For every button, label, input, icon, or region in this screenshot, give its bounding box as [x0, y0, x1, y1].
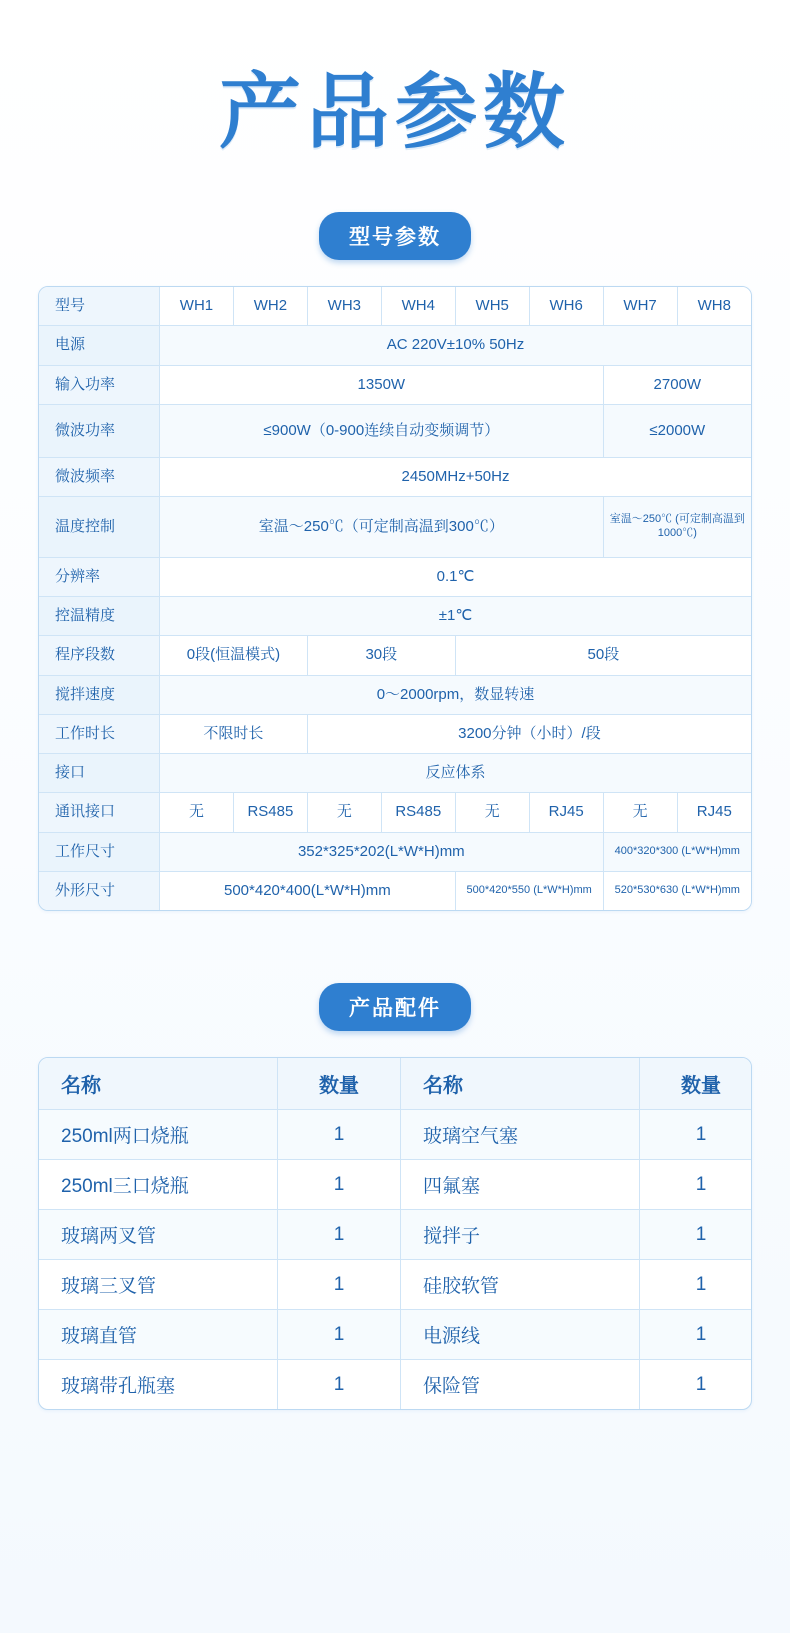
- spec-row-label: 电源: [39, 326, 160, 365]
- spec-row-label: 程序段数: [39, 636, 160, 675]
- spec-table-cell: 30段: [307, 636, 455, 675]
- spec-table-row: [39, 326, 751, 365]
- spec-table-row: [39, 793, 751, 832]
- accessory-name: 玻璃两叉管: [39, 1210, 278, 1260]
- spec-table-cell: 室温～250℃（可定制高温到300℃）: [160, 497, 604, 558]
- accessory-name: 玻璃直管: [39, 1310, 278, 1360]
- spec-row-label: 搅拌速度: [39, 675, 160, 714]
- spec-table-row: [39, 497, 751, 558]
- accessory-name: 电源线: [401, 1310, 640, 1360]
- accessory-name: 250ml两口烧瓶: [39, 1110, 278, 1160]
- accessory-name: 玻璃空气塞: [401, 1110, 640, 1160]
- spec-table-row: [39, 458, 751, 497]
- spec-section-pill: 型号参数: [319, 212, 471, 260]
- accessory-quantity: 1: [278, 1210, 401, 1260]
- spec-table-row: [39, 365, 751, 404]
- spec-model-header: WH4: [381, 287, 455, 326]
- spec-table: [39, 287, 751, 910]
- spec-model-header: WH5: [455, 287, 529, 326]
- spec-table-row: [39, 832, 751, 871]
- spec-table-cell: RJ45: [677, 793, 751, 832]
- accessory-quantity: 1: [278, 1360, 401, 1410]
- accessories-row: [39, 1310, 752, 1360]
- spec-table-cell: 2450MHz+50Hz: [160, 458, 752, 497]
- spec-table-row: [39, 871, 751, 910]
- spec-model-header: WH1: [160, 287, 234, 326]
- spec-row-label: 微波功率: [39, 404, 160, 457]
- spec-table-cell: AC 220V±10% 50Hz: [160, 326, 752, 365]
- spec-table-cell: 0.1℃: [160, 557, 752, 596]
- spec-table-cell: 400*320*300 (L*W*H)mm: [603, 832, 751, 871]
- spec-table-cell: 1350W: [160, 365, 604, 404]
- accessories-table: [39, 1058, 752, 1409]
- accessory-quantity: 1: [278, 1260, 401, 1310]
- accessory-quantity: 1: [278, 1160, 401, 1210]
- spec-table-cell: 520*530*630 (L*W*H)mm: [603, 871, 751, 910]
- accessories-row: [39, 1360, 752, 1410]
- spec-table-cell: ±1℃: [160, 597, 752, 636]
- accessory-name: 硅胶软管: [401, 1260, 640, 1310]
- spec-table-row: [39, 636, 751, 675]
- spec-table-cell: 反应体系: [160, 754, 752, 793]
- spec-table-row: [39, 287, 751, 326]
- spec-row-label: 外形尺寸: [39, 871, 160, 910]
- spec-row-label: 工作时长: [39, 714, 160, 753]
- spec-row-label: 分辨率: [39, 557, 160, 596]
- spec-table-cell: RJ45: [529, 793, 603, 832]
- spec-table-cell: RS485: [381, 793, 455, 832]
- accessories-column-header: 数量: [278, 1058, 401, 1110]
- spec-row-label: 工作尺寸: [39, 832, 160, 871]
- spec-row-label: 输入功率: [39, 365, 160, 404]
- accessory-name: 保险管: [401, 1360, 640, 1410]
- accessory-name: 玻璃三叉管: [39, 1260, 278, 1310]
- spec-table-cell: 0段(恒温模式): [160, 636, 308, 675]
- spec-table-cell: 无: [307, 793, 381, 832]
- spec-section-header: [0, 212, 790, 260]
- spec-table-cell: 不限时长: [160, 714, 308, 753]
- accessories-column-header: 名称: [39, 1058, 278, 1110]
- spec-row-label: 型号: [39, 287, 160, 326]
- spec-model-header: WH2: [233, 287, 307, 326]
- accessory-name: 玻璃带孔瓶塞: [39, 1360, 278, 1410]
- spec-table-cell: 500*420*550 (L*W*H)mm: [455, 871, 603, 910]
- accessories-row: [39, 1110, 752, 1160]
- spec-row-label: 控温精度: [39, 597, 160, 636]
- spec-table-cell: 3200分钟（小时）/段: [307, 714, 751, 753]
- accessory-quantity: 1: [640, 1310, 753, 1360]
- accessories-table-card: [38, 1057, 752, 1410]
- spec-table-row: [39, 557, 751, 596]
- accessories-section-header: [0, 983, 790, 1031]
- spec-table-cell: ≤2000W: [603, 404, 751, 457]
- spec-row-label: 微波频率: [39, 458, 160, 497]
- spec-table-cell: 352*325*202(L*W*H)mm: [160, 832, 604, 871]
- spec-table-cell: 50段: [455, 636, 751, 675]
- accessories-section-pill: 产品配件: [319, 983, 471, 1031]
- spec-table-cell: 无: [603, 793, 677, 832]
- accessory-quantity: 1: [640, 1160, 753, 1210]
- spec-row-label: 接口: [39, 754, 160, 793]
- accessories-row: [39, 1210, 752, 1260]
- spec-table-row: [39, 675, 751, 714]
- accessory-quantity: 1: [640, 1260, 753, 1310]
- spec-table-cell: 无: [160, 793, 234, 832]
- spec-table-cell: 500*420*400(L*W*H)mm: [160, 871, 456, 910]
- spec-row-label: 通讯接口: [39, 793, 160, 832]
- spec-model-header: WH7: [603, 287, 677, 326]
- spec-table-row: [39, 754, 751, 793]
- accessories-header-row: [39, 1058, 752, 1110]
- spec-table-cell: 无: [455, 793, 529, 832]
- accessory-name: 四氟塞: [401, 1160, 640, 1210]
- accessory-quantity: 1: [640, 1110, 753, 1160]
- accessories-row: [39, 1260, 752, 1310]
- accessory-quantity: 1: [640, 1210, 753, 1260]
- page-title: 产品参数: [218, 65, 571, 160]
- spec-table-row: [39, 597, 751, 636]
- accessories-column-header: 数量: [640, 1058, 753, 1110]
- accessory-name: 250ml三口烧瓶: [39, 1160, 278, 1210]
- spec-model-header: WH8: [677, 287, 751, 326]
- spec-table-row: [39, 404, 751, 457]
- spec-table-cell: 2700W: [603, 365, 751, 404]
- spec-model-header: WH3: [307, 287, 381, 326]
- spec-table-card: [38, 286, 752, 911]
- spec-row-label: 温度控制: [39, 497, 160, 558]
- spec-table-row: [39, 714, 751, 753]
- accessory-quantity: 1: [640, 1360, 753, 1410]
- spec-table-cell: 室温～250℃ (可定制高温到1000℃): [603, 497, 751, 558]
- accessory-name: 搅拌子: [401, 1210, 640, 1260]
- accessory-quantity: 1: [278, 1110, 401, 1160]
- accessories-column-header: 名称: [401, 1058, 640, 1110]
- accessory-quantity: 1: [278, 1310, 401, 1360]
- spec-table-cell: RS485: [233, 793, 307, 832]
- spec-table-cell: ≤900W（0-900连续自动变频调节）: [160, 404, 604, 457]
- spec-model-header: WH6: [529, 287, 603, 326]
- spec-table-cell: 0～2000rpm，数显转速: [160, 675, 752, 714]
- accessories-section: [0, 983, 790, 1410]
- accessories-row: [39, 1160, 752, 1210]
